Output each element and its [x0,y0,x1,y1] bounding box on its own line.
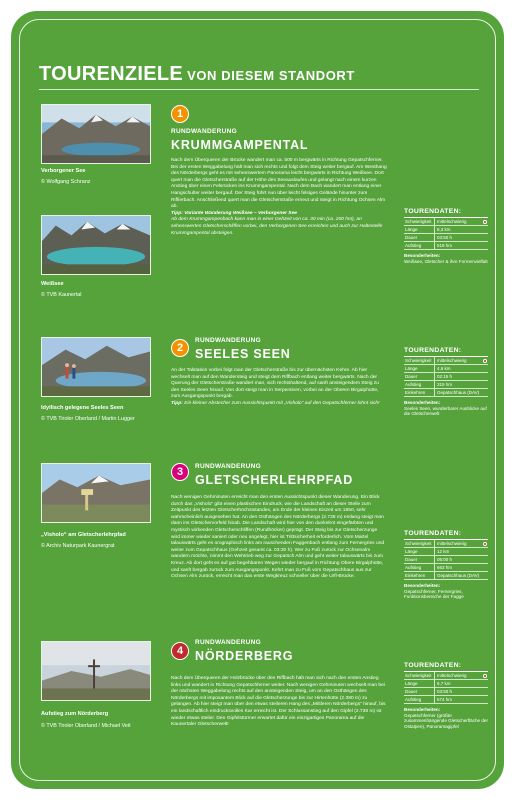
tour-type: RUNDWANDERUNG [195,639,262,646]
row-key: Dauer [405,374,418,379]
tour-data-row [404,680,488,688]
photo-caption-credit: © Archiv Naturpark Kaunergrat [41,543,115,549]
tour-type: RUNDWANDERUNG [171,128,238,135]
tour-special [404,583,488,600]
tour-data-row [404,226,488,234]
row-key: Dauer [405,557,418,562]
difficulty-value: mittelschwierig [437,219,467,224]
photo-caption-title: Verborgener See [41,168,86,174]
photo-caption-title: Aufstieg zum Nörderberg [41,711,109,717]
tour-data-row [404,540,488,548]
row-key: Aufstieg [405,243,422,248]
tour-data-table [404,208,488,264]
tour-data-row [404,389,488,397]
tour-number-badge: 3 [171,463,189,481]
tour-name: SEELES SEEN [195,347,291,361]
row-value [434,218,488,225]
row-value: 03:50 h [434,688,488,695]
row-value: 02:15 h [434,373,488,380]
tour-data-row [404,548,488,556]
photo-seeles-seen [41,337,151,397]
row-key: Länge [405,549,418,554]
tour-special [404,253,488,264]
difficulty-value: mittelschwierig [437,673,467,678]
tour-number-badge: 1 [171,105,189,123]
tour-description-text: Nach wenigen Gehminuten erreicht man den ersten Aussichtspunkt dieser Wanderung. Ein Blick durch das „Visholo“ gibt einen plastischen Eindruck, wie die Landschaft an dieser Stelle zum Zeitpunkt des letzten Gletscherhöchststandes, am Ende der kleinen Eiszeit um 1850, sehr wahrscheinlich ausgesehen hat. An den Osthängen des Nörderbergs (2.738 m) entlang steigt man dann ins Gletschervorfeld hinab. Die Landschaft wird hier von den dunkelrot eingefärbten und mystisch wirkenden Gletscherschliffen (Rundhöcker) geprägt. Der Steig bis zur Gletscherzunge wird immer wieder saniert oder neu angelegt, hier ist Trittsicherheit erforderlich. Vom Martel talauswärts geht es orographisch links am rauschenden Faggenbach entlang zum Fernergries und weiter zum Gepatschhaus (Gehzeit gesamt ca. 03:30 h). Wer zu Fuß zurück zur Ochsenalm wandern möchte, nimmt den Wehtrieb weg zur Gepatsch Alm und geht weiter talauswärts bis zum Kreuz. Ab dort geht es auf gut begehbaren Wegen wieder bergauf in Richtung Obere Birgalphütte, und sanft bergab zurück zum Ausgangspunkt. Kehrt man zu Fuß vom Gepatschhaus aus zur Ochsen Alm zurück, erreicht man das erste Wegkreuz schneller über die Urfl-Brücke. [171,495,385,580]
tour-data-row [404,365,488,373]
tour-data-table [404,530,488,600]
row-value: 05:00 h [434,556,488,563]
row-value: 8,3 km [434,226,488,233]
special-label: Besonderheiten: [404,400,441,405]
row-value [434,357,488,364]
tour-number-badge: 4 [171,642,189,660]
row-key: Schwierigkeit [405,219,432,224]
tour-data-row [404,357,488,365]
tour-special [404,400,488,417]
tour-tip [171,401,387,408]
title-main: TOURENZIELE [39,63,184,85]
difficulty-value: mittelschwierig [437,541,467,546]
tour-description [171,676,387,729]
tour-description [171,158,387,237]
photo-noerderberg [41,641,151,701]
row-value: 319 hm [434,381,488,388]
tour-board [11,11,504,789]
row-value [434,540,488,547]
tour-data-row [404,218,488,226]
row-key: Länge [405,366,418,371]
tour-type: RUNDWANDERUNG [195,463,262,470]
tour-special [404,707,488,729]
row-key: Schwierigkeit [405,358,432,363]
tour-number-badge: 2 [171,339,189,357]
row-value: 4,6 km [434,365,488,372]
tour-name: GLETSCHERLEHRPFAD [195,473,354,487]
row-value: 663 hm [434,564,488,571]
tip-label: Tipp: Variante Wanderung Weißsee – Verborgener See [171,210,298,216]
row-key: Aufstieg [405,382,422,387]
row-key: Einkehren [405,573,426,578]
tour-description [171,495,387,581]
tip-label: Tipp: [171,400,183,406]
tour-data-row [404,556,488,564]
tour-description-text: Nach dem Überqueren der Holzbrücke über den Riffbach hält man sich nach den ersten Anstieg links und wandert in Richtung Gepatschferner weiter. Nach wenigen Gehminuten wechselt man bei der nächsten Weggabelung rechts auf den ansteigenden Steig, um an den Osthängen des Nörderbergs mit imposantem Blick auf die Gletscherzunge bis zur Hirtenhütte (2.380 m) zu gelangen. Ab hier steigt man über den etwas steileren Hang des „Mittleren Nörderbergs“ hinauf, bis ein landschaftlich eindrucksvolles Kar erreicht ist. Der Schlussanstieg auf den Gipfel (2.738 m) ist wieder etwas steiler. Den Gipfelstürmer erwartet dafür ein einzigartiges Panorama auf die Kaunertaler Gletscherwelt! [171,676,386,728]
row-key: Länge [405,227,418,232]
tour-name: NÖRDERBERG [195,649,294,663]
difficulty-value: mittelschwierig [437,358,467,363]
row-key: Dauer [405,235,418,240]
tip-text: Ein kleiner Abstecher zum Aussichtspunkt mit „Visholo“ auf den Gepatschferner lohnt sich! [184,400,380,406]
tour-data-row [404,373,488,381]
tour-data-row [404,688,488,696]
difficulty-dot-icon [483,674,487,678]
special-text: Gepatschferner, Fernergries, Funktionsbereiche der Fagge [404,588,464,600]
row-key: Länge [405,681,418,686]
difficulty-dot-icon [483,542,487,546]
photo-caption-credit: © TVB Tiroler Oberland / Michael Veit [41,723,131,729]
tour-data-row [404,696,488,704]
row-key: Dauer [405,689,418,694]
photo-caption-credit: © TVB Tiroler Oberland / Martin Lugger [41,416,135,422]
row-value: Gepatschhaus (DAV) [434,389,488,396]
photo-caption-title: Weißsee [41,281,64,287]
special-label: Besonderheiten: [404,253,441,258]
tour-name: KRUMMGAMPENTAL [171,138,309,152]
tour-data-row [404,381,488,389]
row-value: 574 hm [434,696,488,703]
difficulty-dot-icon [483,220,487,224]
special-label: Besonderheiten: [404,707,441,712]
tour-description-text: An der Talstation vorbei folgt man der Gletscherstraße bis zur übernächsten Kehre. Ab hier wechselt man auf den Wandersteig und steigt dem Riffbach entlang weiter bergwärts. Nach der Querung der Gletscherstraße wandert man, sich rechtshaltend, auf sanft ansteigendem Steig zu den Seeles Seen hinauf. Von dort steigt man in Serpentinen, vorbei an der Oberen Birgalphütte, zum Ausgangspunkt bergab. [171,368,379,400]
photo-weisssee [41,215,151,275]
photo-caption-credit: © Wolfgang Schranz [41,179,91,185]
row-value: 03:50 h [434,234,488,241]
row-key: Schwierigkeit [405,673,432,678]
row-value: 12 km [434,548,488,555]
title-divider [39,89,479,90]
tour-data-heading: TOURENDATEN: [404,530,488,540]
tip-text: Ab dem Krummgampenbach kann man in einer Gehzeit von ca. 30 min (ca. 200 hm), an sehenswerten Gletscherschliffen vorbei, den Verborgenen See erreichen und auch zur Haltestelle Krummgampental absteigen. [171,217,383,236]
photo-verborgener-see [41,104,151,164]
special-text: Gepatschferner (größte zusammenhängende Gletscherfläche der Ostalpen), Panoramagipfel [404,712,489,729]
tour-data-table [404,662,488,729]
row-key: Schwierigkeit [405,541,432,546]
tour-data-heading: TOURENDATEN: [404,347,488,357]
row-key: Aufstieg [405,565,422,570]
tour-description-text: Nach dem Überqueren der Brücke wandert man ca. 500 m bergwärts in Richtung Gepatschferner. Bei der ersten Weggabelung hält man sich rechts und folgt dem Steig weiter bergauf. Am Westhang des Nörderbergs geht es mit sehenswertem Panorama leicht bergwärts in Richtung Weißsee. Dort quert man die Gletscherstraße auf der Höhe des Seeauslaufes und gelangt nach einem kurzen Anstieg über einen Felsrücken ins Krummgampental. Nach dem Bach wandert man entlang einer Hangschulter weiter bergauf. Der Steig führt nun über leicht felsiges Gelände hinunter zum Riffierbach. Anschließend quert man die Gletscherstraße erneut und steigt in Richtung Ochsen Alm ab. [171,158,387,210]
tour-data-row [404,234,488,242]
tour-data-row [404,672,488,680]
tour-data-heading: TOURENDATEN: [404,662,488,672]
photo-caption-title: Idyllisch gelegene Seeles Seen [41,405,124,411]
tour-data-table [404,347,488,417]
tour-data-row [404,564,488,572]
tour-data-heading: TOURENDATEN: [404,208,488,218]
photo-visholo [41,463,151,523]
tour-data-row [404,572,488,580]
tour-description [171,368,387,408]
tour-type: RUNDWANDERUNG [195,337,262,344]
row-value: 6,7 km [434,680,488,687]
photo-caption-title: „Visholo“ am Gletscherlehrpfad [41,532,126,538]
special-label: Besonderheiten: [404,583,441,588]
row-key: Einkehren [405,390,426,395]
difficulty-dot-icon [483,359,487,363]
row-key: Aufstieg [405,697,422,702]
title-sub: VON DIESEM STANDORT [187,68,355,83]
tour-data-row [404,242,488,250]
special-text: Seeles Seen, wunderbarer Ausblicke auf die Gletscherwelt [404,405,487,417]
photo-caption-credit: © TVB Kaunertal [41,292,82,298]
special-text: Weißsee, Gletscher & ihre Formenvielfalt [404,258,488,264]
row-value: Gepatschhaus (DAV) [434,572,488,579]
row-value [434,672,488,679]
row-value: 519 hm [434,242,488,249]
